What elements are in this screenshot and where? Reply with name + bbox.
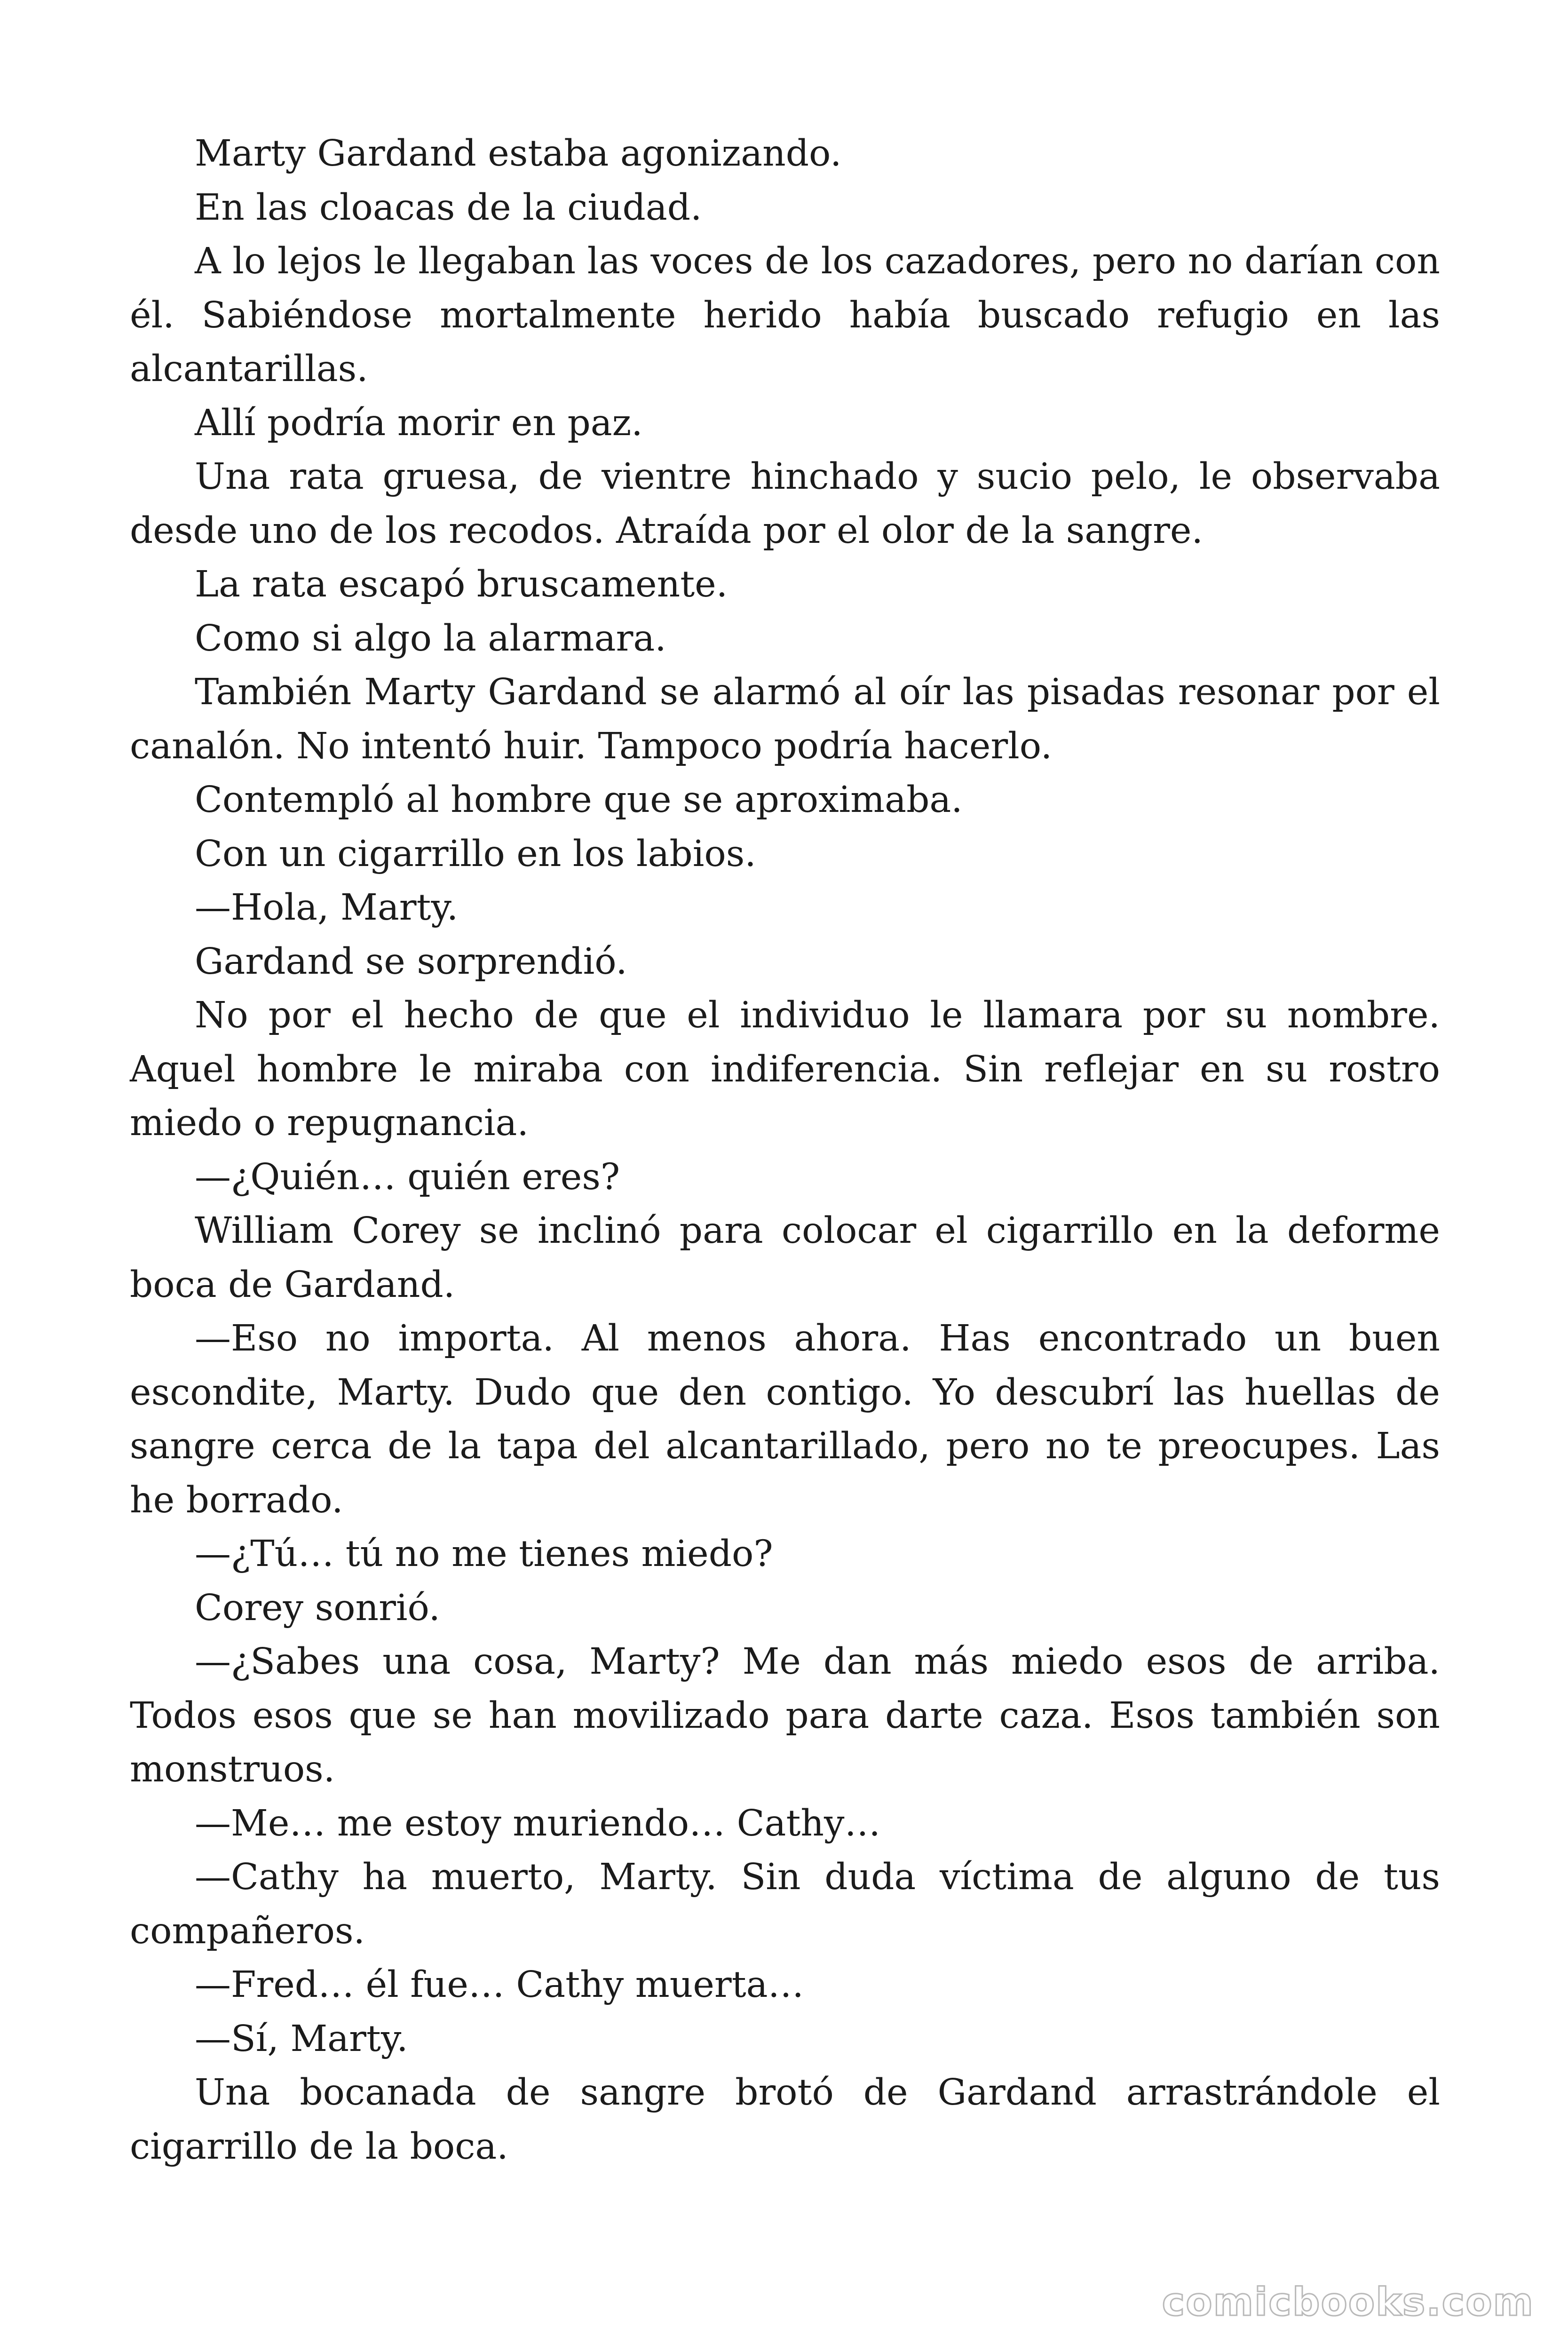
paragraph: —¿Sabes una cosa, Marty? Me dan más miedo esos de arriba. Todos esos que se han movilizado para darte caza. Esos también son monstruos.	[130, 1641, 1440, 1790]
paragraph: A lo lejos le llegaban las voces de los cazadores, pero no darían con él. Sabiéndose mortalmente herido había buscado refugio en las alcantarillas.	[130, 240, 1440, 390]
paragraph: La rata escapó bruscamente.	[195, 564, 728, 605]
paragraph: —Sí, Marty.	[195, 2018, 408, 2060]
paragraph: Gardand se sorprendió.	[195, 940, 627, 983]
paragraph: Corey sonrió.	[195, 1587, 441, 1629]
paragraph: —¿Quién… quién eres?	[195, 1156, 620, 1198]
paragraph: —Me… me estoy muriendo… Cathy…	[195, 1802, 881, 1844]
paragraph: Como si algo la alarmara.	[195, 617, 666, 660]
paragraph: Contempló al hombre que se aproximaba.	[195, 779, 963, 821]
paragraph: Una bocanada de sangre brotó de Gardand arrastrándole el cigarrillo de la boca.	[130, 2072, 1440, 2168]
paragraph: —Hola, Marty.	[195, 887, 459, 929]
paragraph: Con un cigarrillo en los labios.	[195, 833, 756, 875]
paragraph: Una rata gruesa, de vientre hinchado y sucio pelo, le observaba desde uno de los recodos. Atraída por el olor de la sangre.	[130, 456, 1440, 552]
paragraph: No por el hecho de que el individuo le llamara por su nombre. Aquel hombre le miraba con indiferencia. Sin reflejar en su rostro miedo o repugnancia.	[130, 994, 1440, 1144]
paragraph: Marty Gardand estaba agonizando.	[195, 133, 842, 175]
body-text	[130, 127, 1440, 2174]
paragraph: También Marty Gardand se alarmó al oír las pisadas resonar por el canalón. No intentó huir. Tampoco podría hacerlo.	[130, 671, 1440, 767]
paragraph: —Fred… él fue… Cathy muerta…	[195, 1964, 804, 2006]
paragraph: —Eso no importa. Al menos ahora. Has encontrado un buen escondite, Marty. Dudo que den contigo. Yo descubrí las huellas de sangre cerca de la tapa del alcantarillado, pero no te preocupes. Las he borrado.	[130, 1318, 1440, 1521]
paragraph: En las cloacas de la ciudad.	[195, 186, 702, 229]
paragraph: Allí podría morir en paz.	[195, 402, 643, 444]
paragraph: William Corey se inclinó para colocar el cigarrillo en la deforme boca de Gardand.	[130, 1210, 1440, 1306]
watermark: comicbooks.com	[1162, 2280, 1534, 2325]
paragraph: —Cathy ha muerto, Marty. Sin duda víctima de alguno de tus compañeros.	[130, 1856, 1440, 1952]
paragraph: —¿Tú… tú no me tienes miedo?	[195, 1533, 773, 1575]
